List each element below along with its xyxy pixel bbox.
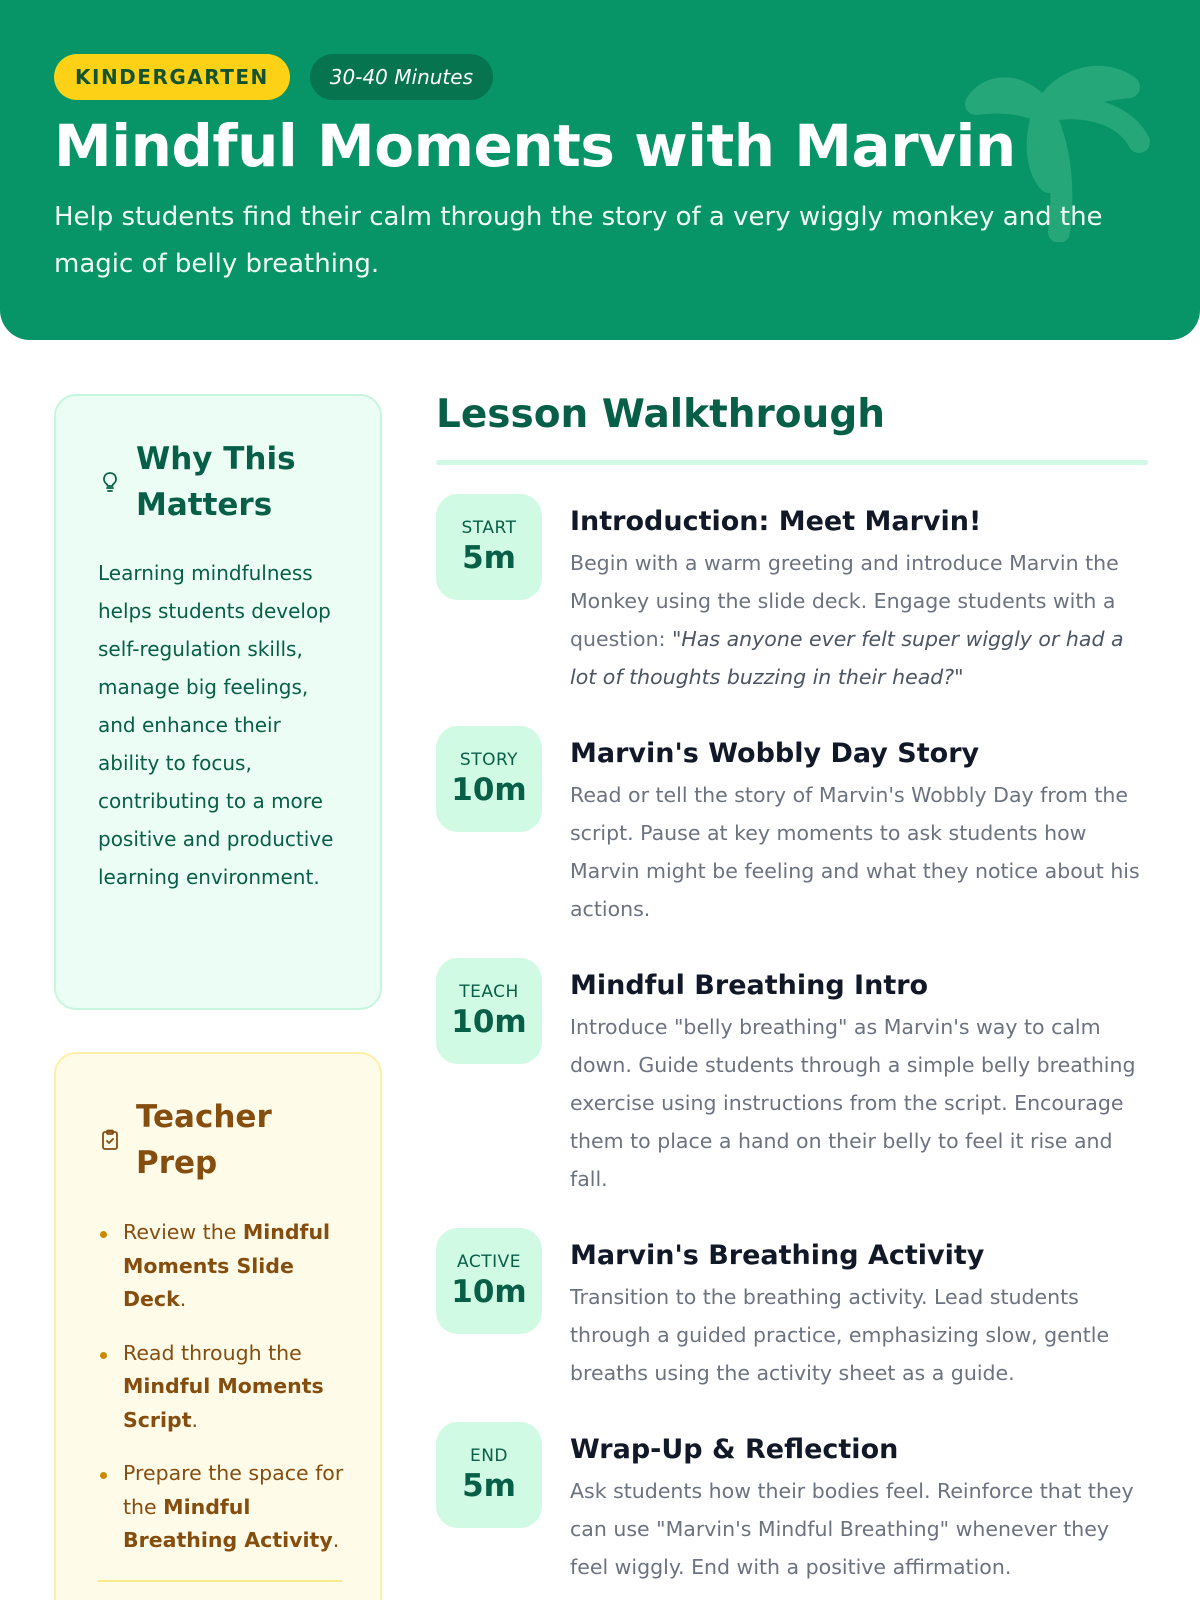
step-label: END xyxy=(469,1446,509,1466)
step-title: Mindful Breathing Intro xyxy=(570,970,929,1001)
step-title: Wrap-Up & Reflection xyxy=(570,1434,899,1465)
walkthrough-title: Lesson Walkthrough xyxy=(436,392,885,437)
step-badge xyxy=(436,1422,542,1528)
teacher-prep-card xyxy=(54,1052,382,1600)
step-label: STORY xyxy=(459,750,519,770)
prep-item: Prepare the space for the Mindful Breathing Activity. xyxy=(98,1457,348,1558)
step-badge xyxy=(436,494,542,600)
step-content xyxy=(570,736,1150,928)
grade-badge: KINDERGARTEN xyxy=(54,54,290,100)
duration-badge: 30-40 Minutes xyxy=(310,54,493,100)
step-duration: 5m xyxy=(462,540,516,576)
step-quote: "Has anyone ever felt super wiggly or had a lot of thoughts buzzing in their head?" xyxy=(570,627,1124,689)
step-title: Marvin's Wobbly Day Story xyxy=(570,738,980,769)
step-duration: 10m xyxy=(451,772,527,808)
step-title: Introduction: Meet Marvin! xyxy=(570,506,982,537)
step-duration: 10m xyxy=(451,1004,527,1040)
step-badge xyxy=(436,958,542,1064)
step-content xyxy=(570,1238,1150,1392)
step-label: START xyxy=(461,518,517,538)
prep-divider xyxy=(98,1580,342,1582)
step-duration: 10m xyxy=(451,1274,527,1310)
step-description: Begin with a warm greeting and introduce Marvin the Monkey using the slide deck. Engage students with a question: "Has anyone ever felt super wiggly or had a lot of thoughts buzzing in their head?" xyxy=(570,551,1124,689)
step-content xyxy=(570,1432,1150,1586)
step-duration: 5m xyxy=(462,1468,516,1504)
lesson-header xyxy=(0,0,1200,340)
why-card-title: Why This Matters xyxy=(136,441,296,523)
prep-item: Read through the Mindful Moments Script. xyxy=(98,1337,348,1438)
clipboard-check-icon xyxy=(98,1128,122,1152)
header-tags xyxy=(54,54,493,100)
why-card-body: Learning mindfulness helps students develop self-regulation skills, manage big feelings, and enhance their ability to focus, contributing to a more positive and productive learning environment. xyxy=(98,561,334,889)
step-content xyxy=(570,968,1150,1198)
step-description: Transition to the breathing activity. Lead students through a guided practice, emphasizing slow, gentle breaths using the activity sheet as a guide. xyxy=(570,1285,1110,1385)
step-label: ACTIVE xyxy=(457,1252,521,1272)
why-this-matters-card xyxy=(54,394,382,1010)
lesson-subtitle: Help students find their calm through the story of a very wiggly monkey and the magic of belly breathing. xyxy=(54,202,1103,279)
lightbulb-icon xyxy=(98,470,122,494)
lesson-title: Mindful Moments with Marvin xyxy=(54,112,1016,180)
step-badge xyxy=(436,1228,542,1334)
walkthrough-divider xyxy=(436,460,1148,465)
prep-card-title: Teacher Prep xyxy=(136,1099,272,1181)
step-label: TEACH xyxy=(459,982,519,1002)
step-content xyxy=(570,504,1150,696)
step-description: Introduce "belly breathing" as Marvin's way to calm down. Guide students through a simple belly breathing exercise using instructions from the script. Encourage them to place a hand on their belly to feel it rise and fall. xyxy=(570,1015,1136,1191)
prep-list xyxy=(98,1216,344,1558)
step-description: Read or tell the story of Marvin's Wobbly Day from the script. Pause at key moments to ask students how Marvin might be feeling and what they notice about his actions. xyxy=(570,783,1140,921)
step-badge xyxy=(436,726,542,832)
step-description: Ask students how their bodies feel. Reinforce that they can use "Marvin's Mindful Breathing" whenever they feel wiggly. End with a positive affirmation. xyxy=(570,1479,1134,1579)
prep-item: Review the Mindful Moments Slide Deck. xyxy=(98,1216,348,1317)
step-title: Marvin's Breathing Activity xyxy=(570,1240,985,1271)
why-card-header xyxy=(98,436,344,528)
prep-card-header xyxy=(98,1094,344,1186)
